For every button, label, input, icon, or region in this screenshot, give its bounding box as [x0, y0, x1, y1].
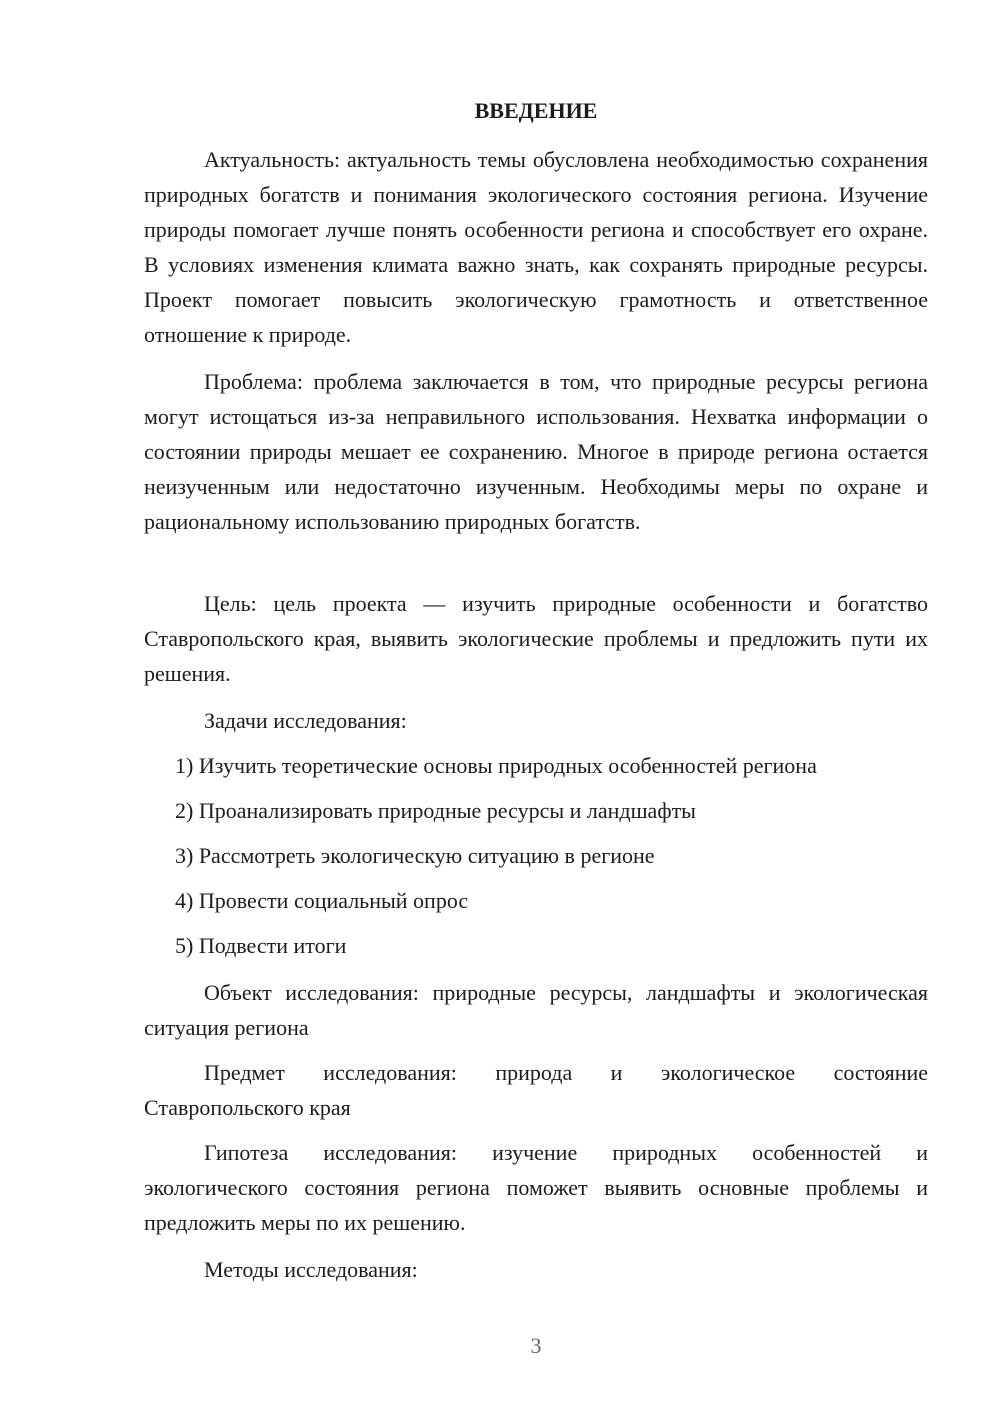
task-item: 3) Рассмотреть экологическую ситуацию в регионе — [175, 843, 655, 868]
page-title: ВВЕДЕНИЕ — [474, 98, 598, 123]
task-item: 4) Провести социальный опрос — [175, 888, 469, 913]
task-item: 1) Изучить теоретические основы природных особенностей региона — [175, 753, 817, 778]
object-paragraph: Объект исследования: природные ресурсы, ландшафты и экологическая ситуация региона — [144, 980, 928, 1040]
tasks-heading: Задачи исследования: — [204, 708, 407, 733]
problem-paragraph: Проблема: проблема заключается в том, что природные ресурсы региона могут истощаться из-за неправильного использования. Нехватка информации о состоянии природы мешает ее сохранению. Многое в природе региона остается неизученным или недостаточно изученным. Необходимы меры по охране и рациональному использованию природных богатств. — [144, 369, 928, 534]
task-item: 2) Проанализировать природные ресурсы и ландшафты — [175, 798, 696, 823]
goal-paragraph: Цель: цель проекта — изучить природные особенности и богатство Ставропольского края, выявить экологические проблемы и предложить пути их решения. — [144, 591, 928, 686]
methods-heading: Методы исследования: — [204, 1257, 418, 1282]
hypothesis-paragraph: Гипотеза исследования: изучение природных особенностей и экологического состояния региона поможет выявить основные проблемы и предложить меры по их решению. — [144, 1140, 928, 1235]
subject-paragraph: Предмет исследования: природа и экологическое состояние Ставропольского края — [144, 1060, 928, 1120]
task-item: 5) Подвести итоги — [175, 933, 347, 958]
page-number: 3 — [530, 1333, 542, 1358]
relevance-paragraph: Актуальность: актуальность темы обусловлена необходимостью сохранения природных богатств и понимания экологического состояния региона. Изучение природы помогает лучше понять особенности региона и способствует его охране. В условиях изменения климата важно знать, как сохранять природные ресурсы. Проект помогает повысить экологическую грамотность и ответственное отношение к природе. — [144, 147, 928, 347]
